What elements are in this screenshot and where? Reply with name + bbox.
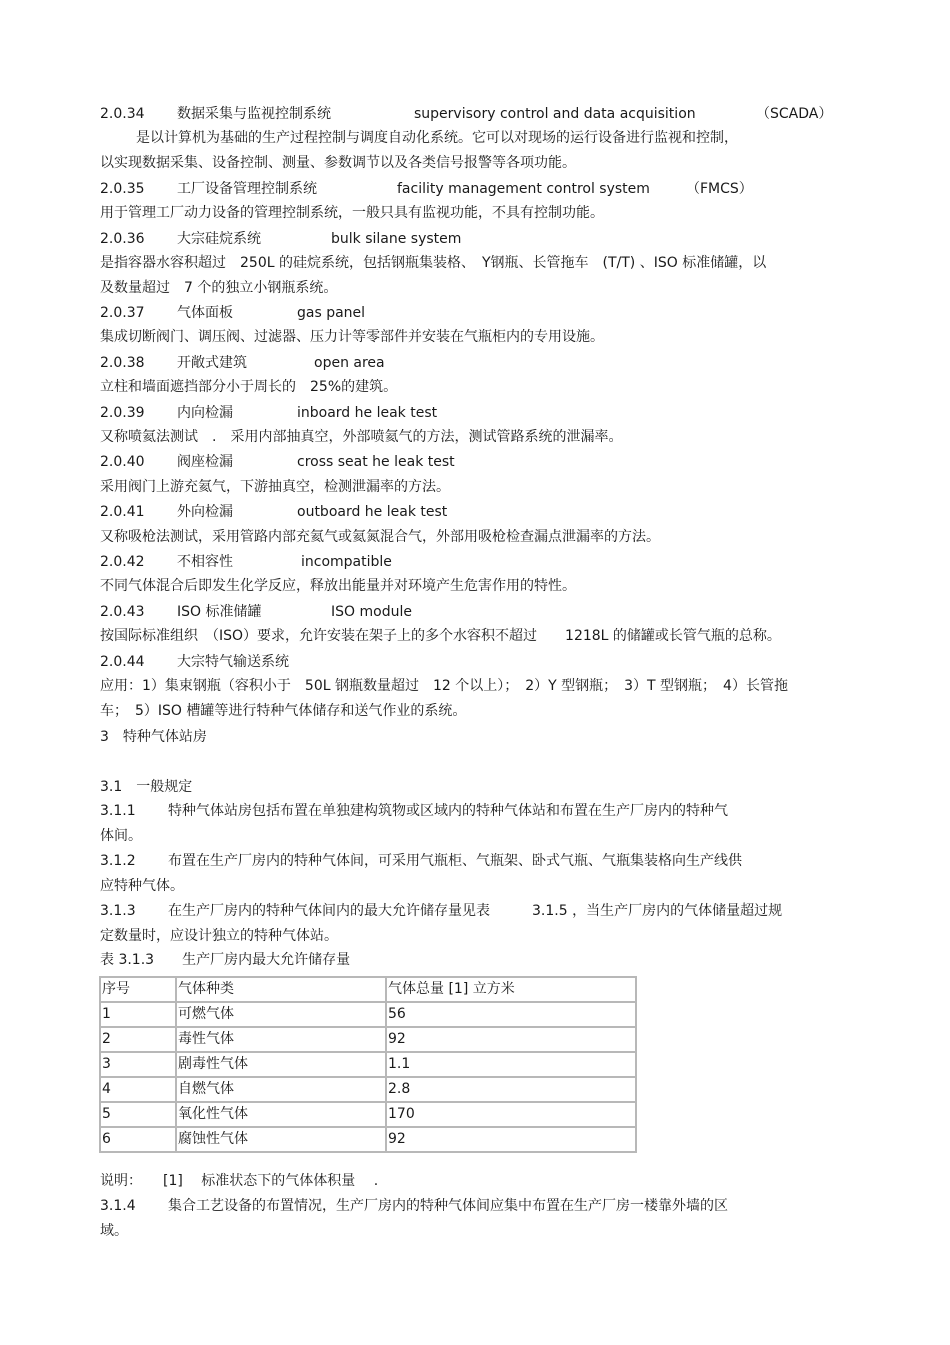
entry-term-zh: 大宗硅烷系统 <box>177 231 261 247</box>
entry-term-en: open area <box>314 355 385 371</box>
entry-body-line: 车； 5）ISO 槽罐等进行特种气体储存和送气作业的系统。 <box>100 703 467 719</box>
table-cell: 170 <box>386 1102 636 1127</box>
entry-abbr: （SCADA） <box>756 106 833 122</box>
storage-limit-table <box>99 976 637 1153</box>
entry-term-en: facility management control system <box>397 181 650 197</box>
table-cell: 可燃气体 <box>176 1002 386 1027</box>
table-cell: 腐蚀性气体 <box>176 1127 386 1152</box>
entry-term-en: cross seat he leak test <box>297 454 455 470</box>
table-cell: 氧化性气体 <box>176 1102 386 1127</box>
entry-body-line: 又称喷氦法测试 . 采用内部抽真空，外部喷氦气的方法，测试管路系统的泄漏率。 <box>100 429 623 445</box>
entry-term-zh: 气体面板 <box>177 305 233 321</box>
table-row <box>100 1127 636 1152</box>
clause-number: 3.1.3 <box>100 903 136 919</box>
entry-number: 2.0.43 <box>100 604 145 620</box>
table-cell: 2.8 <box>386 1077 636 1102</box>
table-note: 说明： [1] 标准状态下的气体体积量 . <box>100 1173 379 1189</box>
entry-term-en: supervisory control and data acquisition <box>414 106 696 122</box>
entry-number: 2.0.39 <box>100 405 145 421</box>
entry-term-en: inboard he leak test <box>297 405 438 421</box>
entry-number: 2.0.37 <box>100 305 145 321</box>
entry-term-en: bulk silane system <box>331 231 462 247</box>
entry-body-line: 又称吸枪法测试，采用管路内部充氦气或氦氮混合气，外部用吸枪检查漏点泄漏率的方法。 <box>100 529 660 545</box>
entry-term-en: incompatible <box>301 554 392 570</box>
entry-number: 2.0.34 <box>100 106 145 122</box>
entry-number: 2.0.36 <box>100 231 145 247</box>
entry-body-line: 是以计算机为基础的生产过程控制与调度自动化系统。它可以对现场的运行设备进行监视和控制， <box>136 130 738 146</box>
entry-body-line: 及数量超过 7 个的独立小钢瓶系统。 <box>100 280 338 296</box>
entry-term-zh: 工厂设备管理控制系统 <box>177 181 317 197</box>
table-cell: 4 <box>100 1077 176 1102</box>
entry-body-line: 用于管理工厂动力设备的管理控制系统，一般只具有监视功能，不具有控制功能。 <box>100 205 604 221</box>
clause-text-continued: 定数量时，应设计独立的特种气体站。 <box>100 928 338 944</box>
entry-abbr: （FMCS） <box>686 181 753 197</box>
clause-text-continued: 体间。 <box>100 828 142 844</box>
table-cell: 92 <box>386 1027 636 1052</box>
table-row <box>100 1002 636 1027</box>
entry-term-zh: 大宗特气输送系统 <box>177 654 289 670</box>
entry-body-line: 集成切断阀门、调压阀、过滤器、压力计等零部件并安装在气瓶柜内的专用设施。 <box>100 329 604 345</box>
clause-number: 3.1.4 <box>100 1198 136 1214</box>
entry-term-zh: 内向检漏 <box>177 405 233 421</box>
entry-body-line: 立柱和墙面遮挡部分小于周长的 25%的建筑。 <box>100 379 398 395</box>
entry-term-zh: 开敞式建筑 <box>177 355 247 371</box>
table-cell: 自燃气体 <box>176 1077 386 1102</box>
entry-term-zh: 外向检漏 <box>177 504 233 520</box>
entry-number: 2.0.38 <box>100 355 145 371</box>
entry-term-zh: 数据采集与监视控制系统 <box>177 106 331 122</box>
table-cell: 1.1 <box>386 1052 636 1077</box>
entry-body-line: 应用：1）集束钢瓶（容积小于 50L 钢瓶数量超过 12 个以上）； 2）Y 型钢瓶； 3）T 型钢瓶； 4）长管拖 <box>100 678 788 694</box>
clause-text-continued: 应特种气体。 <box>100 878 184 894</box>
entry-term-en: gas panel <box>297 305 366 321</box>
entry-number: 2.0.42 <box>100 554 145 570</box>
entry-term-zh: 不相容性 <box>177 554 233 570</box>
entry-body-line: 以实现数据采集、设备控制、测量、参数调节以及各类信号报警等各项功能。 <box>100 155 576 171</box>
section-heading: 3.1 一般规定 <box>100 779 193 795</box>
entry-term-en: ISO module <box>331 604 412 620</box>
clause-text: 在生产厂房内的特种气体间内的最大允许储存量见表 3.1.5 ，当生产厂房内的气体储量超过规 <box>168 903 783 919</box>
entry-body-line: 按国际标准组织 （ISO）要求，允许安装在架子上的多个水容积不超过 1218L 的储罐或长管气瓶的总称。 <box>100 628 781 644</box>
table-header-cell: 序号 <box>100 977 176 1002</box>
entry-number: 2.0.44 <box>100 654 145 670</box>
table-cell: 3 <box>100 1052 176 1077</box>
entry-term-zh: ISO 标准储罐 <box>177 604 262 620</box>
entry-body-line: 是指容器水容积超过 250L 的硅烷系统，包括钢瓶集装格、 Y钢瓶、长管拖车 (T/T) 、ISO 标准储罐，以 <box>100 255 767 271</box>
clause-text: 集合工艺设备的布置情况，生产厂房内的特种气体间应集中布置在生产厂房一楼靠外墙的区 <box>168 1198 728 1214</box>
entry-number: 2.0.40 <box>100 454 145 470</box>
entry-body-line: 采用阀门上游充氦气，下游抽真空，检测泄漏率的方法。 <box>100 479 450 495</box>
table-cell: 92 <box>386 1127 636 1152</box>
table-header-cell: 气体种类 <box>176 977 386 1002</box>
clause-number: 3.1.2 <box>100 853 136 869</box>
table-cell: 6 <box>100 1127 176 1152</box>
clause-text: 特种气体站房包括布置在单独建构筑物或区域内的特种气体站和布置在生产厂房内的特种气 <box>168 803 728 819</box>
table-cell: 1 <box>100 1002 176 1027</box>
entry-number: 2.0.41 <box>100 504 145 520</box>
table-row <box>100 1027 636 1052</box>
table-header-row <box>100 977 636 1002</box>
table-row <box>100 1077 636 1102</box>
clause-text: 布置在生产厂房内的特种气体间，可采用气瓶柜、气瓶架、卧式气瓶、气瓶集装格向生产线供 <box>168 853 742 869</box>
table-cell: 5 <box>100 1102 176 1127</box>
table-cell: 剧毒性气体 <box>176 1052 386 1077</box>
chapter-heading: 3 特种气体站房 <box>100 729 207 745</box>
clause-number: 3.1.1 <box>100 803 136 819</box>
table-cell: 56 <box>386 1002 636 1027</box>
table-cell: 2 <box>100 1027 176 1052</box>
entry-term-zh: 阀座检漏 <box>177 454 233 470</box>
table-header-cell: 气体总量 [1] 立方米 <box>386 977 636 1002</box>
entry-term-en: outboard he leak test <box>297 504 448 520</box>
entry-number: 2.0.35 <box>100 181 145 197</box>
table-cell: 毒性气体 <box>176 1027 386 1052</box>
clause-text-continued: 域。 <box>100 1223 128 1239</box>
table-row <box>100 1052 636 1077</box>
table-caption: 表 3.1.3 生产厂房内最大允许储存量 <box>100 952 351 968</box>
table-row <box>100 1102 636 1127</box>
entry-body-line: 不同气体混合后即发生化学反应，释放出能量并对环境产生危害作用的特性。 <box>100 578 576 594</box>
